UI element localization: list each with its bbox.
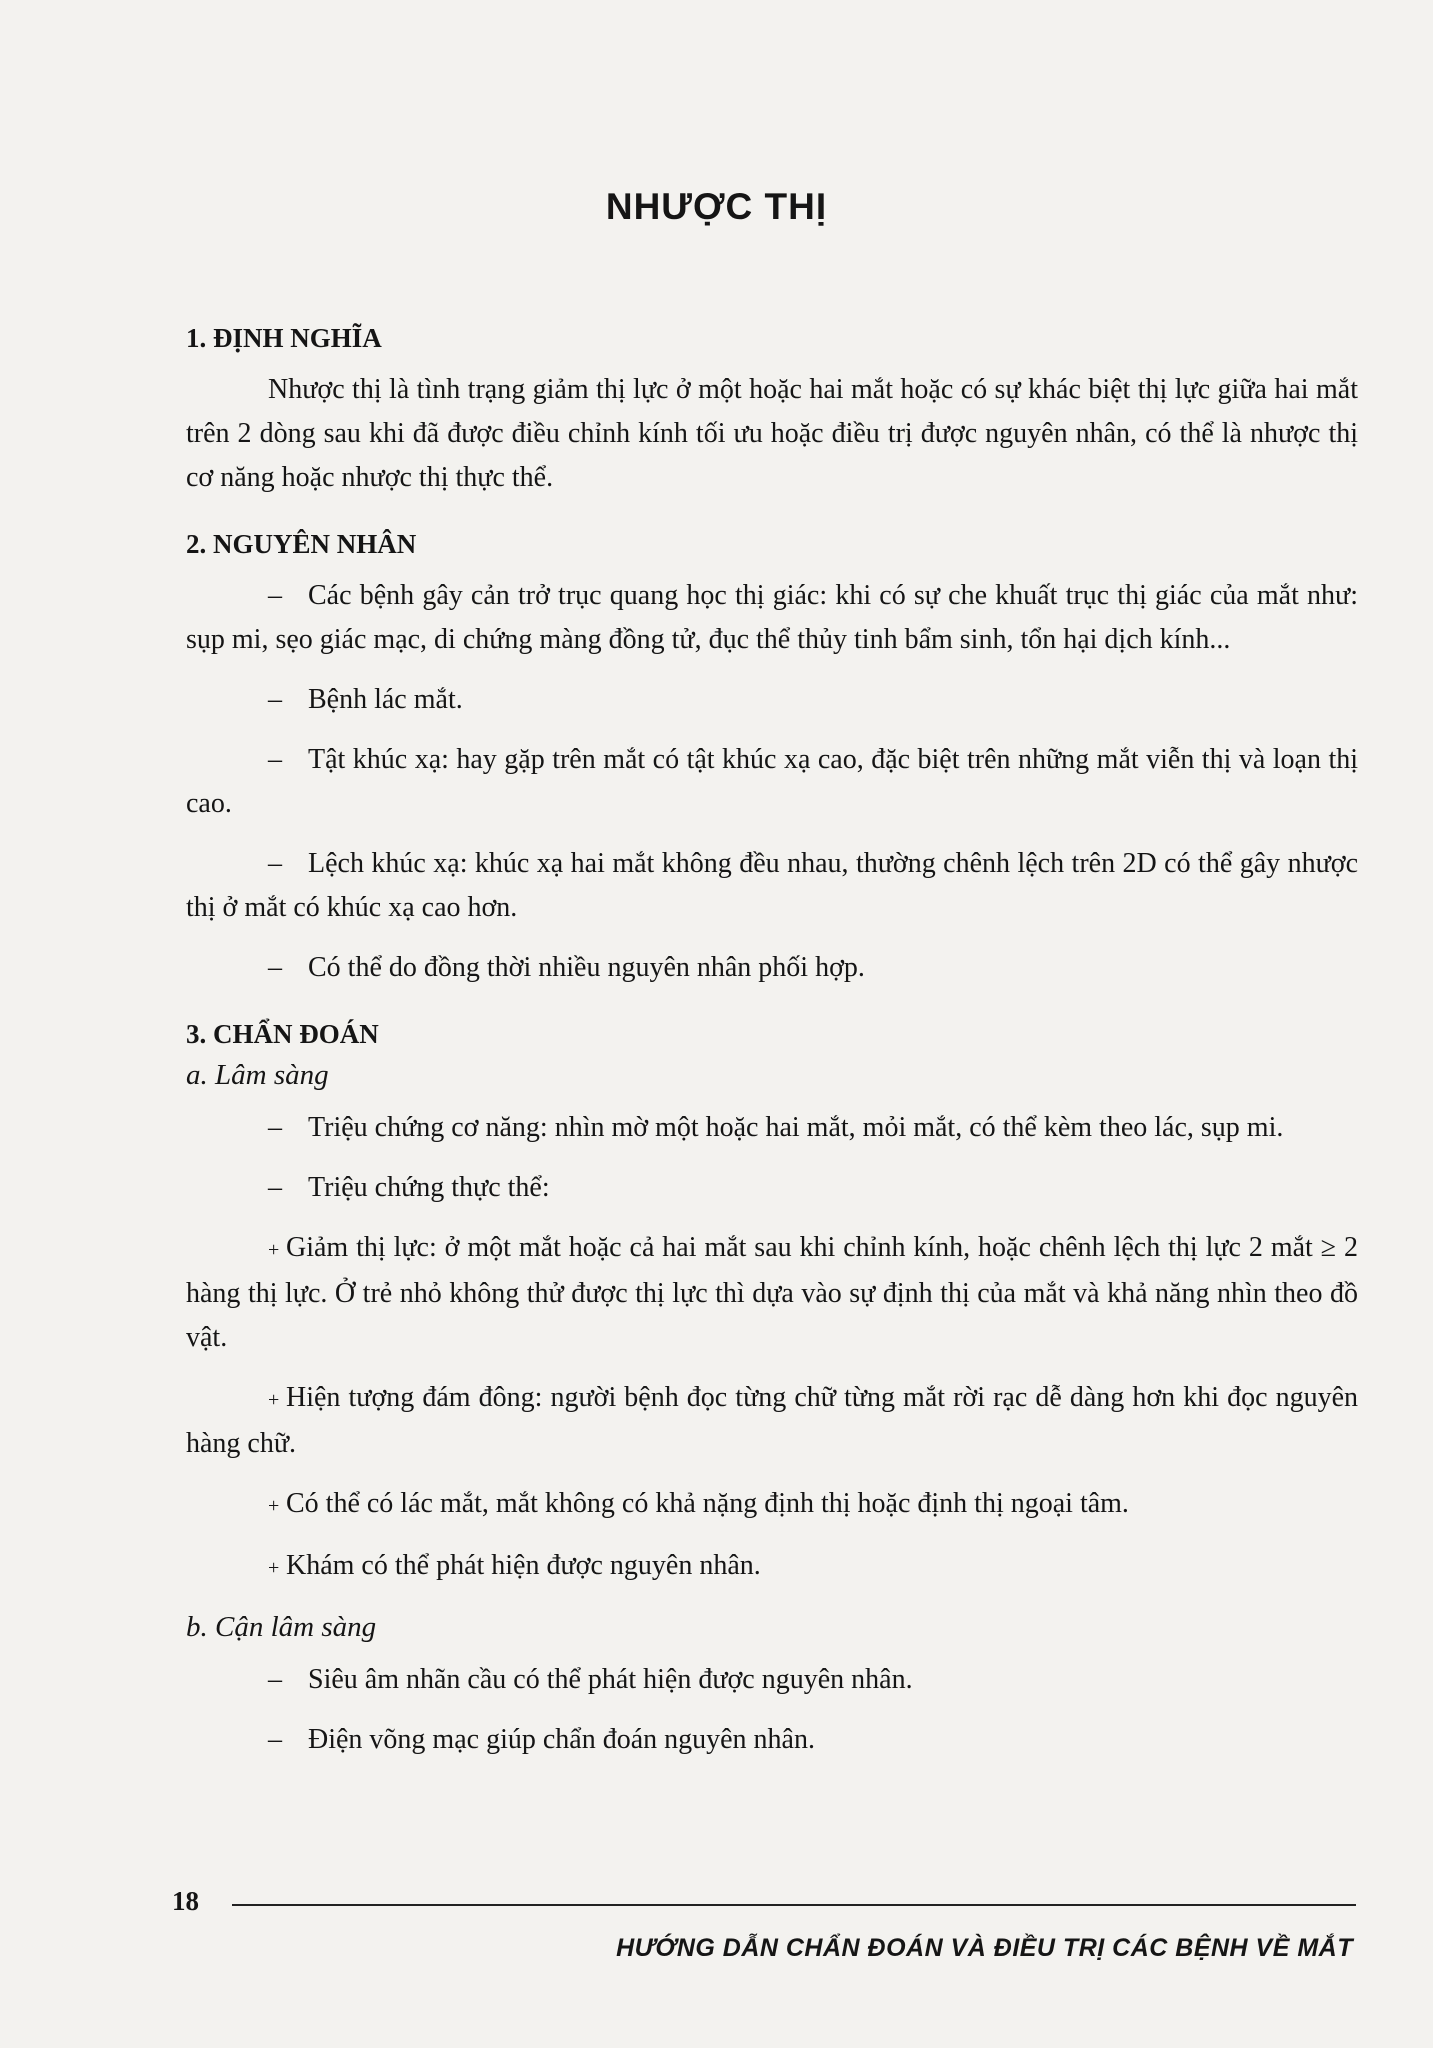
subsection-heading-clinical: a. Lâm sàng (186, 1059, 329, 1091)
sub-list-item (186, 1482, 1358, 1528)
page-number: 18 (172, 1886, 199, 1916)
list-item-text: Điện võng mạc giúp chẩn đoán nguyên nhân. (308, 1724, 815, 1755)
dash-marker: – (268, 848, 282, 879)
running-title: HƯỚNG DẪN CHẨN ĐOÁN VÀ ĐIỀU TRỊ CÁC BỆNH VỀ MẮT (616, 1934, 1353, 1962)
plus-marker: + (268, 1389, 280, 1411)
plus-marker: + (268, 1495, 280, 1517)
list-item-text: Triệu chứng thực thể: (308, 1172, 550, 1203)
subsection-heading-paraclinical: b. Cận lâm sàng (186, 1611, 377, 1643)
section-heading-diagnosis: 3. CHẨN ĐOÁN (186, 1019, 379, 1049)
list-item-text: Các bệnh gây cản trở trục quang học thị giác: khi có sự che khuất trục thị giác của mắt như: sụp mi, sẹo giác mạc, di chứng màng đồng tử, đục thể thủy tinh bẩm sinh, tổn hại dịch kính... (186, 580, 1358, 655)
list-item-text: Tật khúc xạ: hay gặp trên mắt có tật khúc xạ cao, đặc biệt trên những mắt viễn thị và loạn thị cao. (186, 744, 1358, 819)
list-item-text: Có thể do đồng thời nhiều nguyên nhân phối hợp. (308, 952, 865, 983)
sub-list-item (186, 1226, 1358, 1360)
dash-marker: – (268, 952, 282, 983)
document-body (186, 318, 1358, 1762)
dash-marker: – (268, 580, 282, 611)
list-item (186, 1106, 1358, 1150)
list-item (186, 1166, 1358, 1210)
plus-marker: + (268, 1557, 280, 1579)
footer-divider (232, 1904, 1356, 1906)
sub-list-item-text: Giảm thị lực: ở một mắt hoặc cả hai mắt sau khi chỉnh kính, hoặc chênh lệch thị lực 2 mắt ≥ 2 hàng thị lực. Ở trẻ nhỏ không thử được thị lực thì dựa vào sự định thị của mắt và khả năng nhìn theo đồ vật. (186, 1232, 1358, 1353)
list-item (186, 946, 1358, 990)
list-item (186, 842, 1358, 930)
sub-list-item-text: Hiện tượng đám đông: người bệnh đọc từng chữ từng mắt rời rạc dễ dàng hơn khi đọc nguyên hàng chữ. (186, 1382, 1358, 1459)
dash-marker: – (268, 684, 282, 715)
list-item-text: Lệch khúc xạ: khúc xạ hai mắt không đều nhau, thường chênh lệch trên 2D có thể gây nhược thị ở mắt có khúc xạ cao hơn. (186, 848, 1358, 923)
sub-list-item (186, 1376, 1358, 1466)
list-item (186, 738, 1358, 826)
dash-marker: – (268, 1724, 282, 1755)
section-heading-definition: 1. ĐỊNH NGHĨA (186, 323, 382, 353)
sub-list-item-text: Có thể có lác mắt, mắt không có khả nặng định thị hoặc định thị ngoại tâm. (286, 1488, 1129, 1519)
list-item (186, 574, 1358, 662)
section-heading-causes: 2. NGUYÊN NHÂN (186, 529, 417, 559)
list-item (186, 1658, 1358, 1702)
list-item-text: Bệnh lác mắt. (308, 684, 463, 715)
dash-marker: – (268, 1664, 282, 1695)
list-item (186, 678, 1358, 722)
page-title: NHƯỢC THỊ (605, 186, 828, 227)
list-item (186, 1718, 1358, 1762)
plus-marker: + (268, 1239, 280, 1261)
dash-marker: – (268, 1172, 282, 1203)
dash-marker: – (268, 1112, 282, 1143)
sub-list-item (186, 1544, 1358, 1590)
list-item-text: Siêu âm nhãn cầu có thể phát hiện được nguyên nhân. (308, 1664, 913, 1695)
list-item-text: Triệu chứng cơ năng: nhìn mờ một hoặc hai mắt, mỏi mắt, có thể kèm theo lác, sụp mi. (308, 1112, 1284, 1143)
dash-marker: – (268, 744, 282, 775)
sub-list-item-text: Khám có thể phát hiện được nguyên nhân. (286, 1550, 761, 1581)
definition-paragraph: Nhược thị là tình trạng giảm thị lực ở một hoặc hai mắt hoặc có sự khác biệt thị lực giữa hai mắt trên 2 dòng sau khi đã được điều chỉnh kính tối ưu hoặc điều trị được nguyên nhân, có thể là nhược thị cơ năng hoặc nhược thị thực thể. (186, 374, 1358, 493)
